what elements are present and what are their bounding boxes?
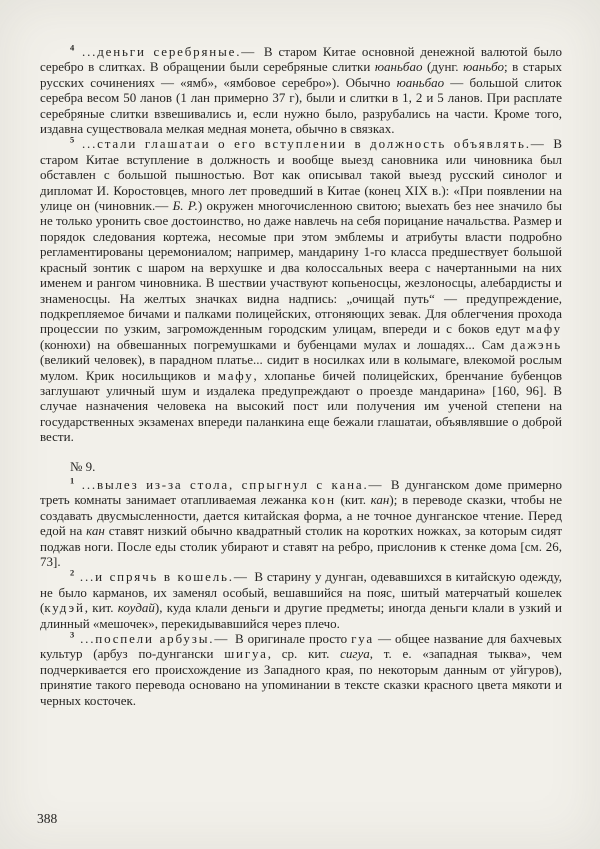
footnote-4: $^4$ ...деньги серебряные.— В старом Китае основной денежной валютой было серебро в слитках. В обращении были серебряные слитки юаньбао (дунг. юаньбо; в старых русских сочинениях — «ямб», «ямбовое серебро»). Обычно юаньбао — большой слиток серебра весом 50 ланов (1 лан примерно 37 г), были и слитки в 1, 2 и 5 ланов. При расплате серебряные слитки взвешивались и, если нужно было, разрубались на части. Кроме того, издавна существовала мелкая медная монета, обычно в связках. [40, 42, 562, 137]
footnote-2: $^2$ ...и спрячь в кошель.— В старину у дунган, одевавшихся в китайскую одежду, не было карманов, их заменял особый, вешавшийся на пояс, шитый матерчатый кошелек (кудэй, кит. коудай), куда клали деньги и другие предметы; иногда деньги клали в узкий и длинный «мешочек», перекидывавшийся через плечо. [40, 568, 562, 631]
footnote-3: $^3$ ...поспели арбузы.— В оригинале просто гуа — общее название для бахчевых культур (арбуз по-дунгански шигуа, ср. кит. сигуа, т. е. «западная тыква», чем подчеркивается его происхождение из Западного края, по некоторым данным от уйгуров), принятие такого перевода основано на упоминании в тексте сказки красного цвета мякоти и черных косточек. [40, 629, 563, 708]
footnote-5: $^5$ ...стали глашатаи о его вступлении в должность объявлять.— В старом Китае вступление в должность и вообще выезд сановника или чиновника был обставлен с большой пышностью. Вот как описывал такой выезд русский синолог и дипломат И. Коростовцев, много лет проведший в Китае (конец XIX в.): «При появлении на улице он (чиновник.— Б. Р.) окружен многочисленною свитою; выехать без нее значило бы не только уронить свое достоинство, но даже навлечь на себя порицание начальства. Размер и порядок следования кортежа, несомые при этом эмблемы и атрибуты власти подробно регламентированы церемониалом; например, мандарину 1-го класса предшествует большой красный зонтик с шаром на верхушке и два колоссальных веера с начертанными на них именем и рангом чиновника. В шествии участвуют копьеносцы, жезлоносцы, алебардисты и знаменосцы. На желтых значках видна надпись: „очищай путь“ — предупреждение, подкрепляемое бичами и палками полицейских, отгоняющих зевак. Для облегчения прохода процессии по узким, загроможденным городским улицам, впереди и с боков едут мафу (конюхи) на обвешанных погремушками и бубенцами мулах и лошадях... Сам дажэнь (великий человек), в парадном платье... сидит в носилках или в колымаге, влекомой рослым мулом. Крик носильщиков и мафу, хлопанье бичей полицейских, бренчание бубенцов заглушают уличный шум и издалека предупреждают о проезде мандарина» [160, 96]. В случае назначения человека на высокий пост или получения им ученой степени на государственных экзаменах впереди паланкина еще бежали глашатаи, объявлявшие о доброй вести. [40, 135, 562, 445]
commentary-text-block [40, 44, 562, 708]
page-number: 388 [37, 811, 58, 826]
footnote-1: $^1$ ...вылез из-за стола, спрыгнул с кана.— В дунганском доме примерно треть комнаты занимает отапливаемая лежанка кон (кит. кан); в переводе сказки, чтобы не создавать двусмысленности, дается китайская форма, а не точное дунганское чтение. Перед едой на кан ставят низкий обычно квадратный столик на коротких ножках, за которым сидят поджав ноги. После еды столик убирают и ставят на ребро, прислонив к стенке дома [см. 26, 73]. [40, 475, 563, 569]
tale-number-heading: № 9. [70, 458, 96, 474]
